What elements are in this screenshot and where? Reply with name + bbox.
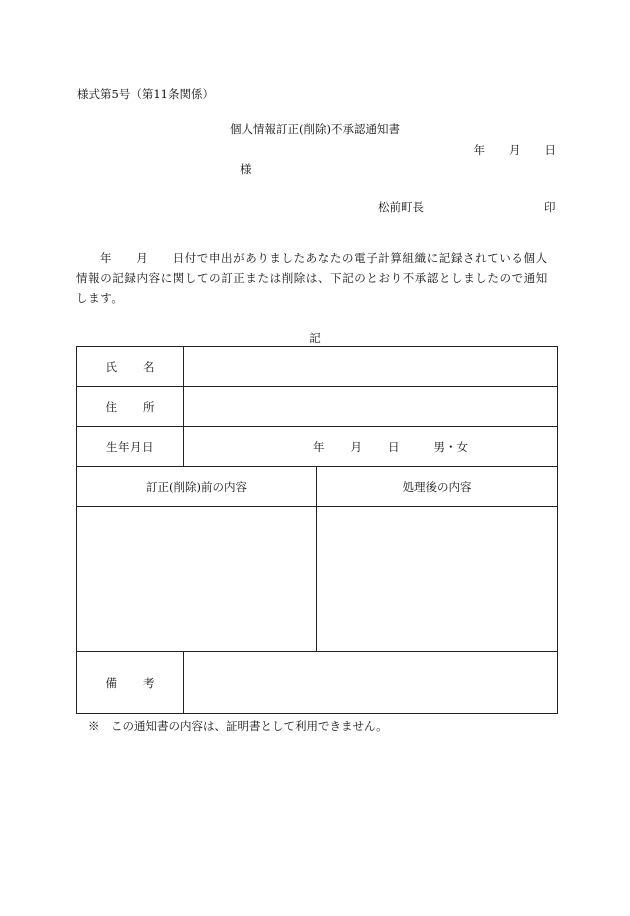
dob-day: 日 bbox=[388, 439, 400, 454]
dob-row bbox=[77, 427, 558, 467]
date-year: 年 bbox=[473, 143, 485, 157]
date-month: 月 bbox=[509, 143, 521, 157]
address-label: 住所 bbox=[77, 387, 184, 427]
remarks-label: 備考 bbox=[77, 652, 184, 714]
document-title: 個人情報訂正(削除)不承認通知書 bbox=[230, 122, 400, 136]
address-row bbox=[77, 387, 558, 427]
form-number: 様式第5号（第11条関係） bbox=[77, 87, 214, 101]
content-header-row bbox=[77, 467, 558, 507]
before-header: 訂正(削除)前の内容 bbox=[77, 467, 317, 507]
record-table bbox=[76, 346, 558, 714]
body-text: 年 月 日付で申出がありましたあなたの電子計算組織に記録されている個人情報の記録内容に関しての訂正または削除は、下記のとおり不承認としましたので通知します。 bbox=[76, 251, 548, 305]
gender-choice: 男・女 bbox=[433, 439, 468, 454]
address-field[interactable] bbox=[184, 387, 558, 427]
dob-field[interactable] bbox=[184, 427, 558, 467]
name-label: 氏名 bbox=[77, 347, 184, 387]
remarks-row bbox=[77, 652, 558, 714]
dob-month: 月 bbox=[350, 439, 362, 454]
date-line bbox=[474, 142, 557, 158]
issuer-name: 松前町長 bbox=[378, 200, 424, 214]
name-field[interactable] bbox=[184, 347, 558, 387]
before-content-field[interactable] bbox=[77, 507, 317, 652]
footnote: ※ この通知書の内容は、証明書として利用できません。 bbox=[88, 719, 388, 733]
after-content-field[interactable] bbox=[317, 507, 558, 652]
remarks-field[interactable] bbox=[184, 652, 558, 714]
dob-label: 生年月日 bbox=[77, 427, 184, 467]
date-day: 日 bbox=[544, 143, 556, 157]
name-row bbox=[77, 347, 558, 387]
seal-mark: 印 bbox=[544, 200, 556, 214]
dob-year: 年 bbox=[313, 439, 325, 454]
addressee-suffix: 様 bbox=[240, 162, 252, 176]
content-row bbox=[77, 507, 558, 652]
after-header: 処理後の内容 bbox=[317, 467, 558, 507]
ki-heading: 記 bbox=[309, 331, 321, 345]
